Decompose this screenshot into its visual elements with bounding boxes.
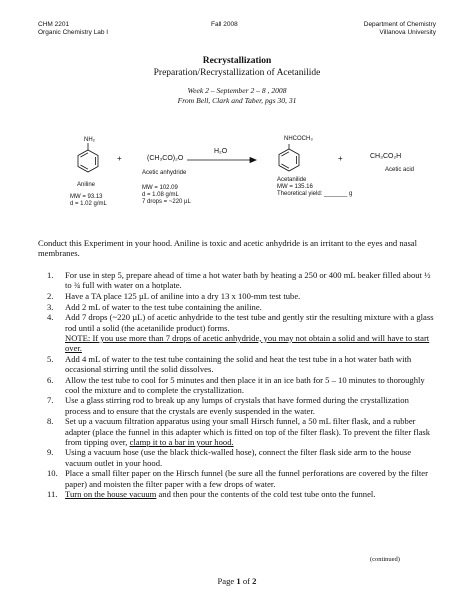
list-item: 6. Allow the test tube to cool for 5 minutes and then place it in an ice bath for 5 – 10 minutes to thoroughly cool the mixture and to complete the crystallization. <box>47 374 425 395</box>
list-item: 3. Add 2 mL of water to the test tube containing the aniline. <box>47 301 262 312</box>
anhydride-density: d = 1.08 g/mL <box>142 192 179 198</box>
acetanilide-label: Acetanilide <box>277 177 307 183</box>
list-item: 11. Turn on the house vacuum and then pour the contents of the cold test tube onto the funnel. <box>47 489 376 500</box>
list-item: 1. For use in step 5, prepare ahead of time a hot water bath by heating a 250 or 400 mL beaker filled about ½ to ¾ full with water on a hotplate. <box>47 270 431 291</box>
list-item: 5. Add 4 mL of water to the test tube containing the solid and heat the test tube in a hot water bath with occasional stirring until the solid dissolves. <box>47 353 412 374</box>
continued-note: (continued) <box>370 556 400 563</box>
vacuum-instruction: Turn on the house vacuum <box>65 489 157 500</box>
intro-paragraph: Conduct this Experiment in your hood. Aniline is toxic and acetic anhydride is an irritant to the eyes and nasal membranes. <box>38 238 417 259</box>
aniline-benzene-ring <box>78 143 98 172</box>
page-number: Page 1 of 2 <box>217 576 257 586</box>
reaction-arrow <box>187 158 256 163</box>
list-item: 4. Add 7 drops (~220 µL) of acetic anhydride to the test tube and gently stir the resulting mixture with a glass rod until a solid (the acetanilide product) forms. NOTE: If you use more than 7 drops of acetic anhydride, you may not obtain a solid and will have to start over. <box>47 312 434 353</box>
warning-note: NOTE: If you use more than 7 drops of acetic anhydride, you may not obtain a solid and will have to start over. <box>65 332 430 353</box>
anhydride-formula: (CH₃CO)₂O <box>147 155 184 162</box>
list-item: 7. Use a glass stirring rod to break up any lumps of crystals that have formed during the crystallization process and to ensure that the crystals are evenly suspended in the water. <box>47 395 409 416</box>
page-subtitle: Preparation/Recrystallization of Acetanilide <box>153 68 321 78</box>
anhydride-mw: MW = 102.09 <box>142 185 178 191</box>
aniline-density: d = 1.02 g/mL <box>70 201 107 207</box>
page-title: Recrystallization <box>202 56 272 66</box>
list-item: 9. Using a vacuum hose (use the black thick-walled hose), connect the filter flask side arm to the house vacuum outlet in your hood. <box>47 447 412 468</box>
acetic-acid-formula: CH₃CO₂H <box>370 153 402 160</box>
list-item: 2. Have a TA place 125 µL of aniline into a dry 13 x 100-mm test tube. <box>47 290 301 301</box>
aniline-amine-group: NH₂ <box>84 137 95 143</box>
anhydride-drops: 7 drops = ~220 µL <box>142 199 191 205</box>
theoretical-yield: Theoretical yield: _______ g <box>277 191 353 197</box>
term: Fall 2008 <box>211 21 238 28</box>
acetic-acid-label: Acetic acid <box>385 167 415 173</box>
clamp-instruction: clamp it to a bar in your hood. <box>129 436 234 447</box>
department: Department of Chemistry <box>363 21 436 28</box>
reagent-water: H₂O <box>214 148 228 155</box>
week-line: Week 2 – September 2 – 8 , 2008 <box>187 86 287 95</box>
university: Villanova University <box>379 29 436 36</box>
list-item: 10. Place a small filter paper on the Hirsch funnel (be sure all the funnel perforations are covered by the filter paper) and moisten the filter paper with a few drops of water. <box>47 468 428 489</box>
acetanilide-mw: MW = 135.16 <box>277 184 313 190</box>
course-code: CHM 2201 <box>38 21 70 28</box>
aniline-mw: MW = 93.13 <box>70 194 103 200</box>
acetanilide-benzene-ring <box>279 144 299 171</box>
procedure-list <box>38 270 436 500</box>
lab-name: Organic Chemistry Lab I <box>38 29 109 36</box>
plus-sign: + <box>117 154 122 163</box>
acetanilide-amide-group: NHCOCH₃ <box>284 136 313 142</box>
plus-sign: + <box>338 154 343 163</box>
source-line: From Bell, Clark and Taber, pgs 30, 31 <box>177 96 297 105</box>
list-item: 8. Set up a vacuum filtration apparatus using your small Hirsch funnel, a 50 mL filter flask, and a rubber adapter (place the funnel in this adapter which is fitted on top of the filter flask). To prevent the filter flask from tipping over, clamp it to a bar in your hood. <box>47 416 431 447</box>
aniline-label: Aniline <box>77 182 96 188</box>
anhydride-label: Acetic anhydride <box>142 170 187 176</box>
